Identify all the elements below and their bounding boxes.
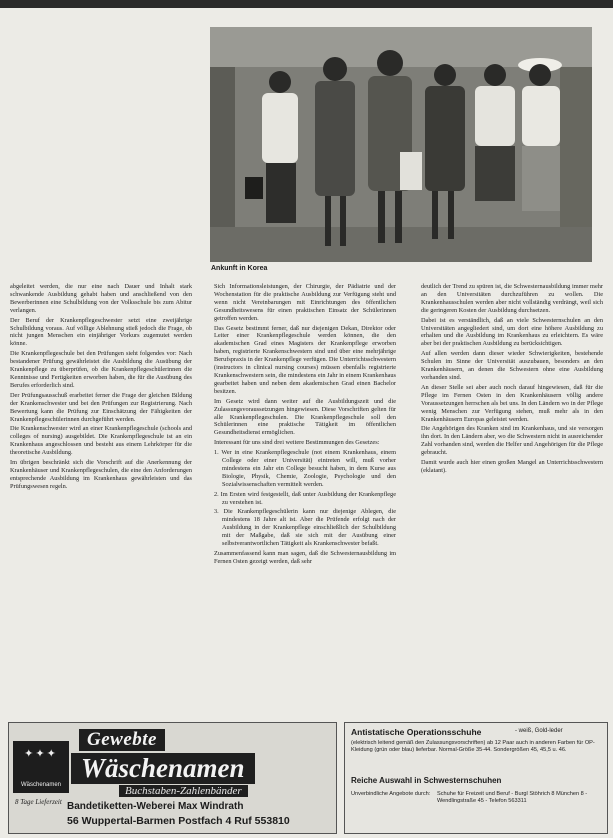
ad-footer-right: Schuhe für Freizeit und Beruf - Burgl Stöhrich 8 München 8 - Wendlingstraße 45 - Telefon 563311 — [437, 791, 588, 804]
ad-title-line-1: Gewebte — [79, 729, 165, 751]
paragraph: Das Gesetz bestimmt ferner, daß nur diejenigen Dekan, Direktor oder Leiter einer Krankenpflegeschule werden können, die den akademischen Grad eines Magisters der Krankenpflege erworben haben, registrierte Krankenschwestern sind und über eine mehrjährige Berufspraxis in der Krankenpflege verfügen. Die Unterrichtsschwestern (instructors in clinical nursing courses) müssen ebenfalls registrierte Krankenschwestern sein, die mindestens ein Jahr in einem Krankenhaus gearbeitet haben und neben dem akademischen Grad einen Bachelor besitzen. — [214, 324, 396, 395]
paragraph: Im übrigen beschränkt sich die Vorschrift auf die Anerkennung der Krankenhäuser und Krankenpflegeschulen, die eine den Anforderungen entsprechende Ausbildung im Krankenhaus gewährleisten und das Prüfungswesen regeln. — [10, 459, 192, 490]
company-name: Bandetiketten-Weberei Max Windrath — [67, 801, 244, 812]
paragraph: Die Krankenschwester wird an einer Krankenpflegeschule (schools and colleges of nursing) ausgebildet. Die Krankenpflegeschule ist an ein Krankenhaus angeschlossen und besteht aus einem Lehrkörper für die theoretische Ausbildung. — [10, 425, 192, 457]
text-column-2 — [214, 283, 396, 713]
ad-subheading: Reiche Auswahl in Schwesternschuhen — [351, 776, 502, 785]
list-item: 2. Im Ersten wird festgestellt, daß unter Ausbildung der Krankenpflege zu verstehen ist. — [214, 490, 396, 506]
paragraph: Auf allen werden dann dieser wieder Schwierigkeiten, bestehende Schulen im Sinne der Universität auszubauen, besonders an den Krankenhäusern, an denen die Schwestern ohne eine Ausbildung vorhanden sind. — [421, 350, 603, 381]
ad-footer-left: Unverbindliche Angebote durch: — [351, 791, 431, 797]
ad-body: (elektrisch leitend gemäß den Zulassungsvorschriften) ab 12 Paar auch in anderen Farben für OP-Kleidung (grün oder blau) lieferbar. Normal-Größe 35-44. Sondergrößen 45, 45,5 u. 46. — [351, 740, 595, 753]
text-column-1 — [10, 283, 192, 713]
paragraph: Sich Informationsleistungen, der Chirurgie, der Pädiatrie und der Wochenstation für die praktische Ausbildung zur Verfügung steht und wenn nicht Vereinbarungen mit Einrichtungen des öffentlichen Gesundheitswesens für einen praktischen Einsatz der Schülerinnen getroffen werden. — [214, 283, 396, 322]
list-item: 1. Wer in eine Krankenpflegeschule (not einem Krankenhaus, einem College oder einer Universität) eintreten will, muß vorher mindestens ein Jahr ein College besucht haben, in dem Kurse aus Biologie, Physik, Chemie, Zoologie, Psychologie und den Sozialwissenschaften vermittelt werden. — [214, 449, 396, 488]
ad-heading: Antistatische Operationsschuhe — [351, 727, 482, 737]
paragraph: Die Krankenpflegeschule bei den Prüfungen sieht folgendes vor: Nach bestandener Prüfung gewährleistet die Ausbildung die Ausübung der Krankenpflege zu überprüfen, ob die Krankenpflegeschülerinnen die Kenntnisse und Fertigkeiten erworben haben, die für die Ausübung des Berufes erforderlich sind. — [10, 350, 192, 389]
ad-heading-note: - weiß, Gold-leder — [515, 728, 563, 734]
photo-caption: Ankunft in Korea — [211, 265, 268, 272]
text-column-3 — [421, 283, 603, 713]
ad-title-line-3: Buchstaben-Zahlenbänder — [119, 785, 248, 797]
paragraph: Der Beruf der Krankenpflegeschwester setzt eine zweijährige Schulbildung voraus. Auf völlige Ablehnung stieß jedoch die Frage, ob nicht jungen Menschen ein einjähriger Vorkurs zugemutet werden könne. — [10, 316, 192, 348]
label-sample-logo: ✦✦✦ Wäschenamen — [13, 741, 69, 793]
paragraph: Im Gesetz wird dann weiter auf die Ausbildungszeit und die Zulassungsvoraussetzungen hingewiesen. Diese Vorschriften gelten für alle Krankenpflegeschulen. Die Krankenpflegeschule soll den Schülerinnen eine praktische Tätigkeit im öffentlichen Gesundheitsdienst ermöglichen. — [214, 397, 396, 437]
paragraph: Damit wurde auch hier einen großen Mangel an Unterrichtsschwestern (eklatant). — [421, 459, 603, 474]
delivery-note: 8 Tage Lieferzeit — [15, 798, 62, 806]
paragraph: Die Angehörigen des Kranken sind im Krankenhaus, und sie versorgen ihn dort. In den Ländern aber, wo die Schwestern nicht in ausreichender Zahl vorhanden sind, werden die Helfer und Angehörigen für die Pflege gebraucht. — [421, 425, 603, 457]
group-photo — [210, 27, 592, 262]
paragraph: Dabei ist es verständlich, daß an viele Schwesternschulen an den Universitäten angegliedert sind, um dort eine höhere Ausbildung zu erhalten und die Ausbildung im Krankenhaus zu erleichtern. Es wäre aber bei der praktischen Ausbildung zu berücksichtigen. — [421, 316, 603, 348]
ad-title-line-2: Wäschenamen — [71, 753, 255, 784]
company-address: 56 Wuppertal-Barmen Postfach 4 Ruf 553810 — [67, 815, 290, 827]
paragraph: Der Prüfungsausschuß erarbeitet ferner die Frage der gleichen Bildung der Krankenschwester und bei den Prüfungen zur Registrierung. Nach Bewertung kann die Prüfung zur Einschätzung der Fähigkeiten der Krankenpflegeschülerinnen durchgeführt werden. — [10, 391, 192, 423]
paragraph: Interessant für uns sind drei weitere Bestimmungen des Gesetzes: — [214, 439, 380, 447]
paragraph: Zusammenfassend kann man sagen, daß die Schwesternausbildung im Fernen Osten gezeigt werden, daß sehr — [214, 550, 396, 565]
advertisement-woven-labels — [8, 722, 337, 834]
page-top-strip — [0, 0, 613, 8]
list-item: 3. Die Krankenpflegeschülerin kann nur diejenige Ablegen, die mindestens 18 Jahre alt ist. Aber die Prüfende erfolgt nach der Ausbildung in der Krankenpflege einschließlich der Schulbildung mit der Maßgabe, daß sie sich mit der Ausübung einer selbstverantwortlichen Tätigkeit als Krankenschwester befaßt. — [214, 508, 396, 548]
paragraph: abgeleitet werden, die nur eine nach Dauer und Inhalt stark schwankende Ausbildung gehabt haben und anschließend von den Bewerberinnen eine Schulbildung von der Volksschule bis zum Abitur verlangen. — [10, 283, 192, 314]
advertisement-shoes — [344, 722, 608, 834]
paragraph: deutlich der Trend zu spüren ist, die Schwesternausbildung immer mehr an den Universitäten durchzuführen zu wollen. Die Krankenhausschulen werden aber nicht vollständig verdrängt, weil sich die geringeren Kosten der Ausbildung durchsetzen. — [421, 283, 603, 314]
paragraph: An dieser Stelle sei aber auch noch darauf hingewiesen, daß für die Pflege im Fernen Osten in den Krankenhäusern völlig andere Voraussetzungen herrschen als bei uns. In den Ländern wo in der Pflege wenig Menschen zur Verfügung stehen, muß mehr als in den Krankenhäusern Europas geleistet werden. — [421, 383, 603, 423]
